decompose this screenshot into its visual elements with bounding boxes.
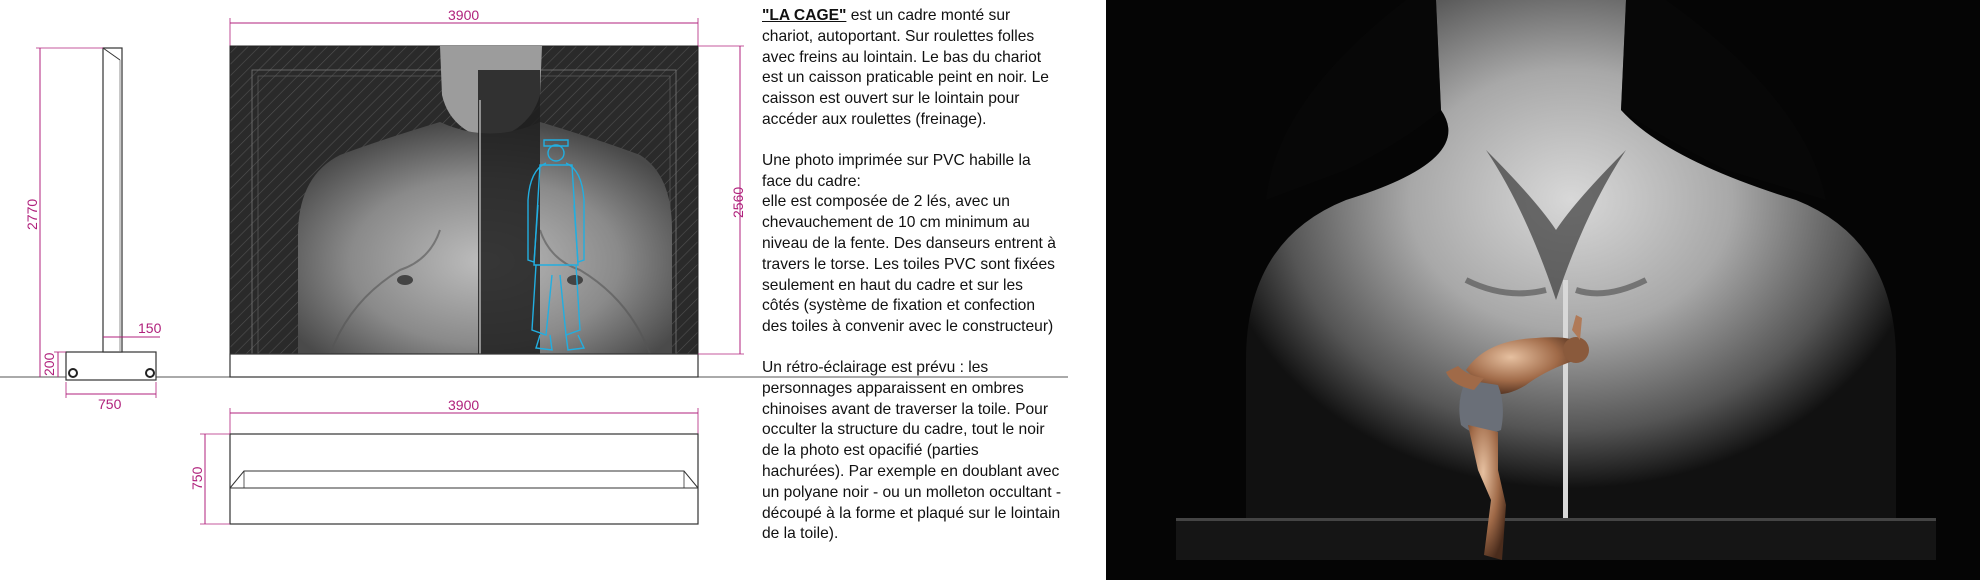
dim-front-height: 2560	[730, 186, 746, 218]
dim-side-height: 2770	[24, 198, 40, 230]
front-view	[230, 7, 746, 377]
description-text	[762, 6, 1062, 545]
description-title: "LA CAGE"	[762, 7, 847, 24]
top-view	[189, 397, 698, 524]
dim-top-depth: 750	[189, 466, 205, 490]
description-paragraph-1: "LA CAGE" est un cadre monté sur chariot, autoportant. Sur roulettes folles avec freins au lointain. Le bas du chariot est un caisson praticable peint en noir. Le caisson est ouvert sur le lointain pour accéder aux roulettes (freinage).	[762, 7, 1049, 128]
side-view	[24, 48, 162, 412]
dim-top-width: 3900	[448, 397, 480, 413]
description-paragraph-2b: elle est composée de 2 lés, avec un chevauchement de 10 cm minimum au niveau de la fente. Des danseurs entrent à travers le torse. Les toiles PVC sont fixées seulement en haut du cadre et sur les côtés (système de fixation et confection des toiles à convenir avec le constructeur)	[762, 193, 1056, 336]
description-paragraph-2a: Une photo imprimée sur PVC habille la face du cadre:	[762, 151, 1031, 190]
stage-photo	[1106, 0, 1980, 580]
dim-side-thickness: 150	[138, 320, 162, 336]
dim-side-depth: 750	[98, 396, 122, 412]
dim-base-height: 200	[41, 352, 57, 376]
dim-front-width: 3900	[448, 7, 480, 23]
description-paragraph-3: Un rétro-éclairage est prévu : les personnages apparaissent en ombres chinoises avant de traverser la toile. Pour occulter la structure du cadre, tout le noir de la photo est opacifié (parties hachurées). Par exemple en doublant avec un polyane noir - ou un molleton occultant - découpé à la forme et plaqué sur le lointain de la toile).	[762, 358, 1062, 543]
